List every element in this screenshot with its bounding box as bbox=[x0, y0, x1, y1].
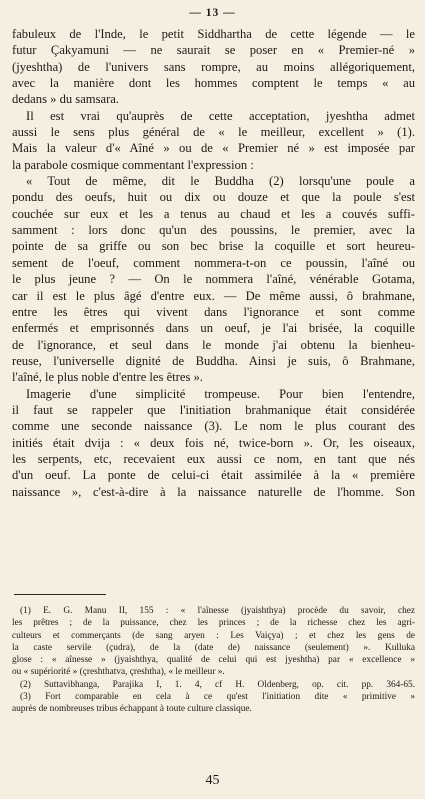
text-line: reuse, l'universelle dignité de Buddha. Ainsi je suis, ô Brahmane, bbox=[12, 353, 415, 368]
text-line: le plus jeune ? — On le nommera l'aîné, vénérable Gotama, bbox=[12, 272, 415, 287]
text-line: l'aîné, le plus noble d'entre les êtres ». bbox=[12, 370, 203, 385]
text-line: la parabole cosmique commentant l'expression : bbox=[12, 157, 254, 172]
text-line: samment : lors donc qu'un des poussins, le premier, avec la bbox=[12, 223, 415, 238]
page-number: 45 bbox=[205, 773, 220, 788]
footnote-divider bbox=[14, 594, 106, 595]
text-line: entre les êtres qui vivent dans l'ignorance et sont comme bbox=[12, 304, 415, 319]
footnote-line: la caste servile (çudra), de la (date de) naissance (seulement) ». Kulluka bbox=[12, 642, 415, 653]
text-line: comme une seconde naissance (3). Le nom le plus courant des bbox=[12, 419, 415, 434]
text-line: de l'ignorance, et seul dans le monde j'ai obtenu la bienheu- bbox=[12, 337, 415, 352]
text-line: naissance », c'est-à-dire à la naissance naturelle de l'homme. Son bbox=[12, 484, 415, 499]
footnote-line: culteurs et commerçants (de sang aryen : Les Vaiçya) ; et chez les gens de bbox=[12, 630, 415, 641]
footnotes bbox=[12, 605, 415, 716]
text-line: (jyeshtha) de l'univers sans rompre, au moins allégoriquement, bbox=[12, 59, 415, 74]
text-line: avec la manière dont les hommes comptent le temps « au bbox=[12, 76, 415, 91]
footnote-line: glose : « aînesse » (jyaishthya, qualité de celui qui est jyeshtha) par « excellence » bbox=[12, 655, 415, 666]
text-line: Imagerie d'une simplicité trompeuse. Pour bien l'entendre, bbox=[26, 386, 415, 401]
text-line: car il est le plus âgé d'entre eux. — De même aussi, ô brahmane, bbox=[12, 288, 415, 303]
text-line: il faut se rappeler que l'initiation brahmanique était considérée bbox=[12, 402, 415, 417]
text-line: aussi le sens plus général de « le meilleur, excellent » (1). bbox=[12, 125, 415, 140]
text-line: pondu des oeufs, huit ou dix ou douze et que la poule s'est bbox=[12, 190, 415, 205]
footnote-line: (3) Fort comparable en cela à ce qu'est l'initiation dite « primitive » bbox=[20, 692, 415, 703]
text-line: d'un oeuf. La ponte de celui-ci était assimilée à la « première bbox=[12, 468, 415, 483]
text-line: les serpents, etc, recevaient eux aussi ce nom, en tant que nés bbox=[12, 451, 415, 466]
running-header: — 13 — bbox=[189, 7, 236, 19]
footnote-line: (1) E. G. Manu II, 155 : « l'aînesse (jyaishthya) procède du savoir, chez bbox=[20, 606, 415, 616]
text-line: Il est vrai qu'auprès de cette acceptation, jyeshtha admet bbox=[26, 108, 415, 123]
text-line: enfermés et emprisonnés dans un oeuf, je l'ai brisée, la coquille bbox=[12, 321, 415, 336]
text-line: dedans » du samsara. bbox=[12, 92, 120, 107]
footnote-line: auprès de nombreuses tribus échappant à toute culture classique. bbox=[12, 704, 252, 715]
text-line: fabuleux de l'Inde, le petit Siddhartha de cette légende — le bbox=[12, 27, 415, 41]
main-text bbox=[12, 26, 415, 500]
text-line: couchée sur eux et les a tenus au chaud et les a couvés suffi- bbox=[12, 206, 415, 221]
text-line: Mais la valeur d'« Aîné » ou de « Premier né » est imposée par bbox=[12, 141, 415, 156]
text-line: initiés était dvija : « deux fois né, twice-born ». Or, les oiseaux, bbox=[12, 435, 415, 450]
footnote-line: ou « supériorité » (çreshthatva, çreshtha), « le meilleur ». bbox=[12, 667, 225, 678]
text-line: sement de l'oeuf, comment nommera-t-on ce poussin, l'aîné ou bbox=[12, 255, 415, 270]
text-line: pointe de sa griffe ou son bec brise la coquille et sort heureu- bbox=[12, 239, 415, 254]
text-line: futur Çakyamuni — ne saurait se poser en « Premier-né » bbox=[12, 43, 415, 58]
text-line: « Tout de même, dit le Buddha (2) lorsqu'une poule a bbox=[26, 174, 415, 189]
footnote-line: (2) Suttavibhanga, Parajika I, 1. 4, cf H. Oldenberg, op. cit. pp. 364-65. bbox=[20, 679, 415, 690]
footnote-line: les prêtres ; de la puissance, chez les princes ; de la richesse chez les agri- bbox=[12, 618, 415, 629]
